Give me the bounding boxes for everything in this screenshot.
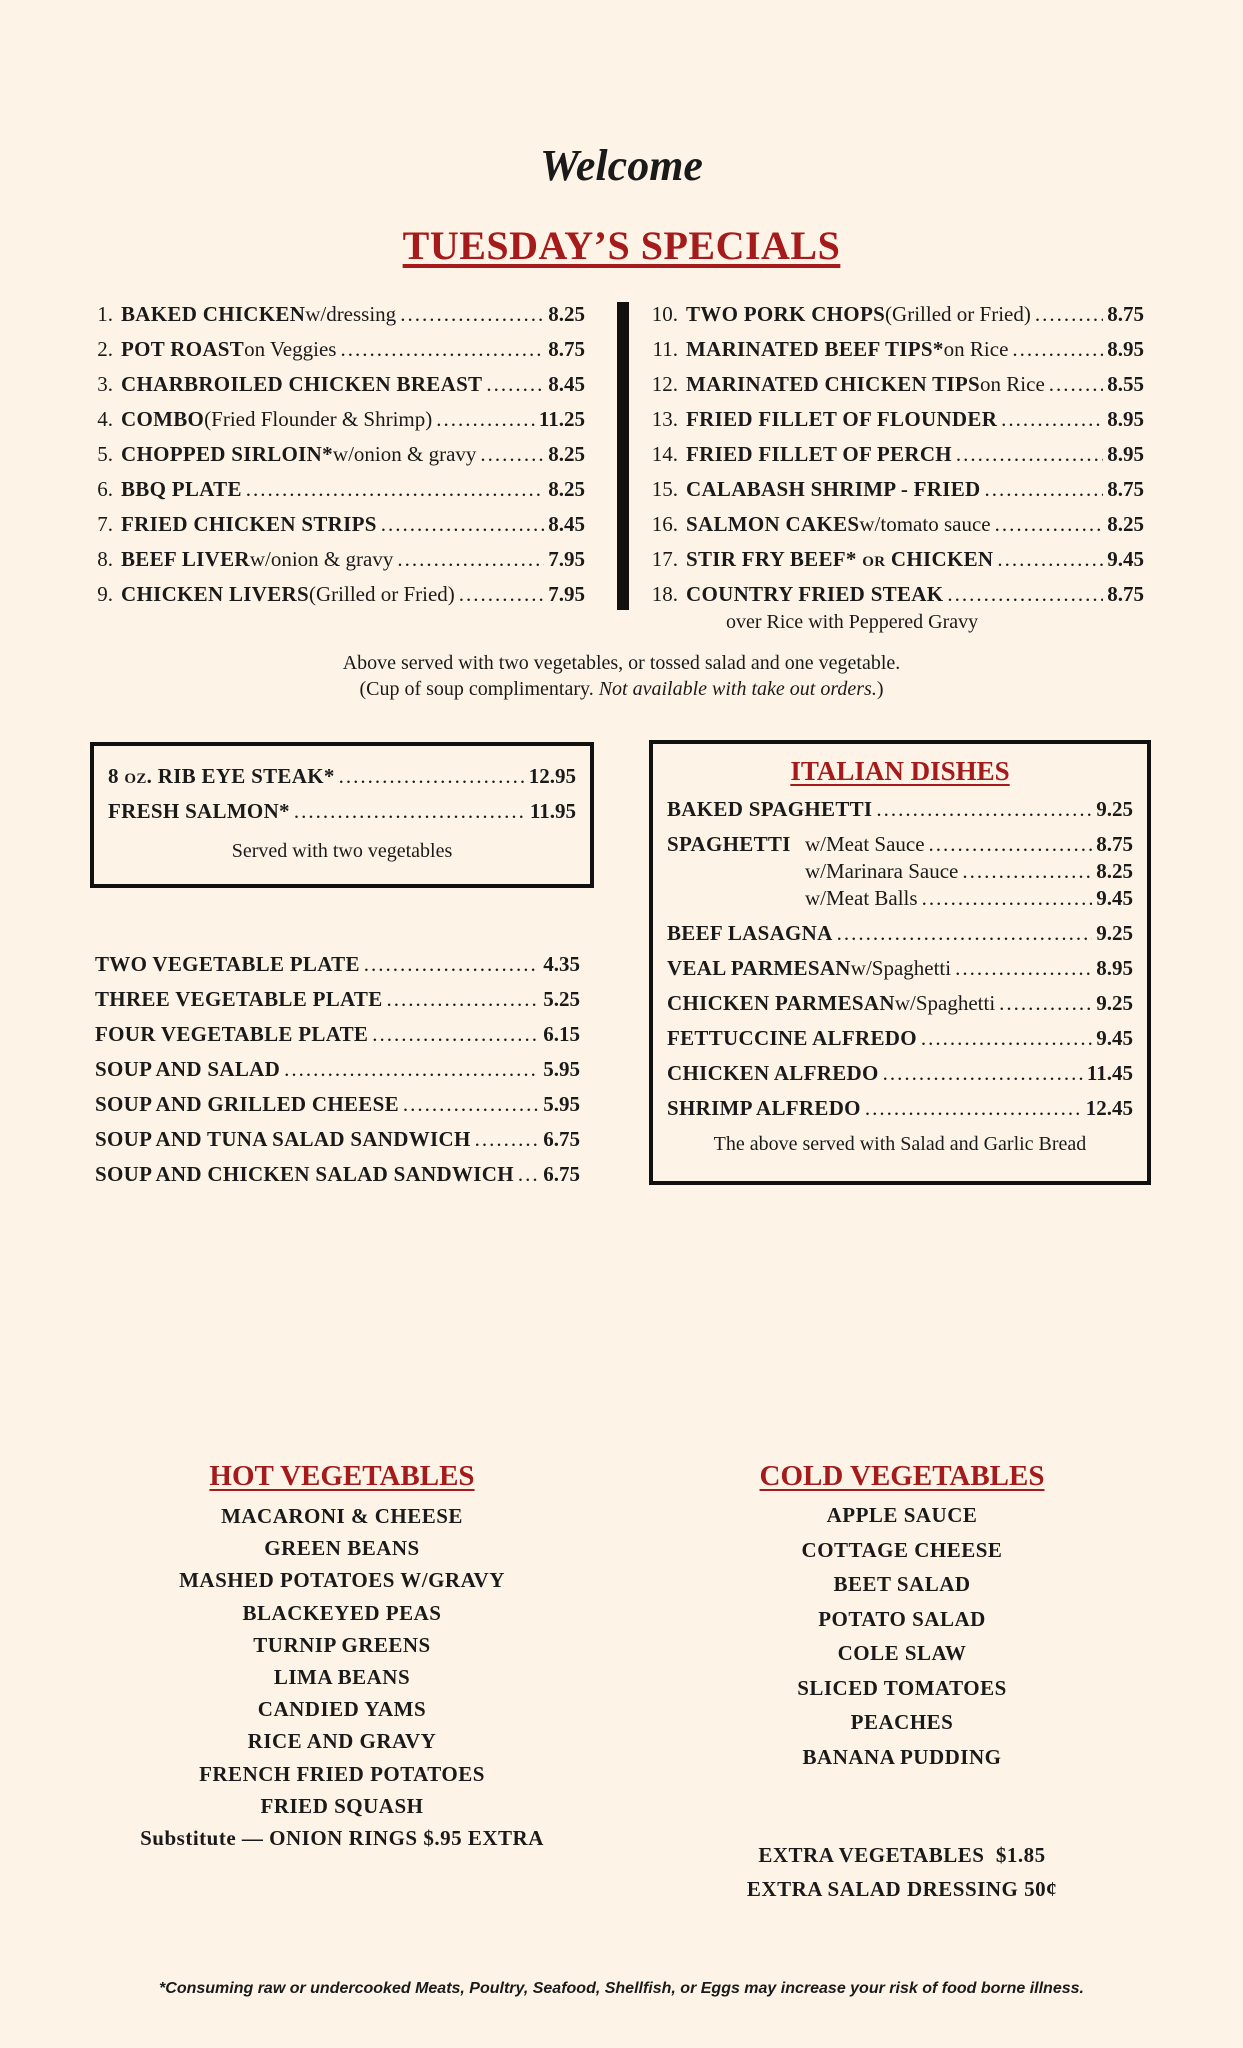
leader-dots	[1001, 407, 1103, 432]
steak-item	[108, 799, 576, 834]
health-disclaimer: *Consuming raw or undercooked Meats, Poultry, Seafood, Shellfish, or Eggs may increase your risk of food borne illness.	[159, 1980, 1084, 1997]
italian-item	[667, 1026, 1133, 1061]
list-item: GREEN BEANS	[264, 1536, 420, 1561]
item-price: 6.15	[543, 1022, 580, 1046]
leader-dots	[922, 886, 1093, 911]
item-name: STIR FRY BEEF* or CHICKEN	[686, 547, 994, 571]
item-number: 8.	[97, 547, 113, 571]
leader-dots	[999, 991, 1092, 1016]
leader-dots	[956, 442, 1103, 467]
special-item	[85, 582, 585, 617]
item-name: CHARBROILED CHICKEN BREAST	[121, 372, 483, 396]
list-item: SLICED TOMATOES	[797, 1675, 1007, 1700]
list-item: FRENCH FRIED POTATOES	[199, 1761, 485, 1786]
italian-item	[667, 886, 1133, 921]
item-name: TWO VEGETABLE PLATE	[95, 952, 360, 976]
item-number: 6.	[97, 477, 113, 501]
leader-dots	[962, 859, 1092, 884]
served-note-italic: Not available with take out orders.	[598, 678, 877, 700]
item-name: 8 oz. RIB EYE STEAK*	[108, 764, 335, 788]
leader-dots	[883, 1061, 1083, 1086]
list-item: CANDIED YAMS	[257, 1697, 427, 1722]
item-price: 12.95	[528, 764, 576, 788]
extra-vegetables: EXTRA VEGETABLES $1.85	[758, 1843, 1046, 1867]
special-item	[85, 477, 585, 512]
item-price: 8.25	[1096, 859, 1133, 883]
item-desc: w/onion & gravy	[249, 547, 394, 571]
steak-subline: over Rice with Peppered Gravy	[726, 611, 979, 633]
extra-salad-dressing: EXTRA SALAD DRESSING 50¢	[746, 1877, 1058, 1901]
list-item: BLACKEYED PEAS	[242, 1600, 442, 1625]
list-item: PEACHES	[850, 1710, 954, 1734]
item-number: 15.	[651, 477, 678, 501]
hot-vegetables-list	[92, 1500, 592, 1854]
item-price: 5.95	[543, 1092, 580, 1116]
item-name: CHICKEN ALFREDO	[667, 1061, 879, 1085]
item-name: SOUP AND GRILLED CHEESE	[95, 1092, 399, 1116]
item-price: 8.25	[548, 477, 585, 501]
italian-item	[667, 797, 1133, 832]
item-number: 14.	[651, 442, 678, 466]
item-price: 9.45	[1096, 1026, 1133, 1050]
item-number: 16.	[651, 512, 678, 536]
list-item: RICE AND GRAVY	[247, 1729, 437, 1754]
item-price: 11.25	[538, 407, 585, 431]
item-number: 1.	[97, 302, 113, 326]
list-item: COLE SLAW	[837, 1641, 967, 1665]
item-name: COUNTRY FRIED STEAK	[686, 582, 944, 606]
item-desc: (Grilled or Fried)	[885, 302, 1031, 326]
item-number: 2.	[97, 337, 113, 361]
item-desc: w/onion & gravy	[332, 442, 477, 466]
italian-item	[667, 859, 1133, 886]
item-desc: w/Marinara Sauce	[805, 859, 959, 883]
italian-item	[667, 921, 1133, 956]
item-desc: (Grilled or Fried)	[309, 582, 455, 606]
item-desc: on Rice	[980, 372, 1045, 396]
served-note	[0, 650, 1243, 702]
item-price: 12.45	[1085, 1096, 1133, 1120]
list-item: BEET SALAD	[833, 1572, 971, 1596]
item-desc: w/Spaghetti	[850, 956, 952, 980]
item-name: SHRIMP ALFREDO	[667, 1096, 861, 1120]
italian-item	[667, 956, 1133, 991]
cold-vegetables-list	[652, 1498, 1152, 1774]
item-price: 5.95	[543, 1057, 580, 1081]
item-name: BEEF LIVER	[121, 547, 250, 571]
item-desc: w/tomato sauce	[859, 512, 991, 536]
italian-note: The above served with Salad and Garlic Bread	[713, 1133, 1087, 1155]
leader-dots	[865, 1096, 1082, 1121]
leader-dots	[955, 956, 1092, 981]
list-item: TURNIP GREENS	[253, 1632, 431, 1657]
special-item	[85, 407, 585, 442]
item-number: 7.	[97, 512, 113, 536]
item-name: BEEF LASAGNA	[667, 921, 833, 945]
list-item: APPLE SAUCE	[826, 1503, 978, 1527]
special-item	[650, 372, 1144, 407]
leader-dots	[1012, 337, 1103, 362]
item-name: FRIED FILLET OF PERCH	[686, 442, 952, 466]
italian-item	[667, 1096, 1133, 1131]
special-item	[85, 512, 585, 547]
leader-dots	[459, 582, 544, 607]
italian-item	[667, 832, 1133, 859]
leader-dots	[381, 512, 545, 537]
list-item: POTATO SALAD	[818, 1606, 986, 1631]
leader-dots	[403, 1092, 539, 1117]
item-price: 8.95	[1107, 337, 1144, 361]
item-price: 6.75	[543, 1127, 580, 1151]
item-price: 9.45	[1107, 547, 1144, 571]
leader-dots	[372, 1022, 539, 1047]
item-number: 3.	[97, 372, 113, 396]
leader-dots	[876, 797, 1092, 822]
item-name: CHICKEN PARMESAN	[667, 991, 895, 1015]
item-price: 9.25	[1096, 991, 1133, 1015]
item-number: 4.	[97, 407, 113, 431]
cold-vegetables-title: COLD VEGETABLES	[759, 1460, 1045, 1492]
item-price: 11.95	[529, 799, 576, 823]
special-item	[650, 302, 1144, 337]
item-price: 5.25	[543, 987, 580, 1011]
item-price: 8.95	[1107, 407, 1144, 431]
item-name: SOUP AND TUNA SALAD SANDWICH	[95, 1127, 471, 1151]
leader-dots	[985, 477, 1104, 502]
substitute-line	[92, 1822, 592, 1854]
special-item	[650, 407, 1144, 442]
special-item	[650, 547, 1144, 582]
served-note-line2	[0, 676, 1243, 702]
item-name: THREE VEGETABLE PLATE	[95, 987, 383, 1011]
plate-item	[95, 1092, 580, 1127]
leader-dots	[400, 302, 544, 327]
special-item	[85, 547, 585, 582]
item-name: POT ROAST	[121, 337, 245, 361]
served-note-text: (Cup of soup complimentary.	[359, 678, 599, 700]
leader-dots	[947, 582, 1103, 607]
plates-list	[95, 952, 580, 1197]
list-item: MACARONI & CHEESE	[221, 1504, 463, 1528]
item-name: FRIED FILLET OF FLOUNDER	[686, 407, 998, 431]
leader-dots	[921, 1026, 1092, 1051]
special-item	[650, 512, 1144, 547]
item-name: SALMON CAKES	[686, 512, 860, 536]
item-desc: on Veggies	[244, 337, 337, 361]
item-number: 5.	[97, 442, 113, 466]
plate-item	[95, 987, 580, 1022]
plate-item	[95, 1127, 580, 1162]
extras-list	[652, 1838, 1152, 1906]
item-name: VEAL PARMESAN	[667, 956, 851, 980]
leader-dots	[340, 337, 544, 362]
item-price: 7.95	[548, 582, 585, 606]
leader-dots	[929, 832, 1093, 857]
item-price: 8.25	[548, 302, 585, 326]
leader-dots	[387, 987, 540, 1012]
plate-item	[95, 1057, 580, 1092]
item-price: 8.45	[548, 372, 585, 396]
item-name: SOUP AND SALAD	[95, 1057, 281, 1081]
leader-dots	[246, 477, 544, 502]
item-name: FRESH SALMON*	[108, 799, 290, 823]
item-name: FETTUCCINE ALFREDO	[667, 1026, 917, 1050]
leader-dots	[284, 1057, 539, 1082]
item-name: MARINATED BEEF TIPS*	[686, 337, 944, 361]
item-desc: on Rice	[943, 337, 1009, 361]
welcome-heading: Welcome	[540, 141, 703, 190]
substitute-label: Substitute	[140, 1825, 237, 1850]
item-price: 6.75	[543, 1162, 580, 1186]
special-item	[85, 372, 585, 407]
item-price: 9.25	[1096, 797, 1133, 821]
item-price: 8.25	[1107, 512, 1144, 536]
plate-item	[95, 1162, 580, 1197]
special-item	[650, 337, 1144, 372]
item-price: 9.45	[1096, 886, 1133, 910]
item-name: MARINATED CHICKEN TIPS	[686, 372, 981, 396]
steak-item	[108, 764, 576, 799]
plate-item	[95, 952, 580, 987]
page-title: TUESDAY’S SPECIALS	[402, 223, 841, 268]
hot-vegetables-title: HOT VEGETABLES	[209, 1460, 475, 1492]
list-item: COTTAGE CHEESE	[801, 1537, 1003, 1562]
leader-dots	[397, 547, 544, 572]
leader-dots	[995, 512, 1104, 537]
leader-dots	[339, 764, 525, 789]
item-price: 8.25	[548, 442, 585, 466]
leader-dots	[486, 372, 544, 397]
served-note-close: )	[876, 678, 884, 700]
item-price: 8.75	[1107, 582, 1144, 606]
italian-title: ITALIAN DISHES	[790, 756, 1010, 786]
item-number: 18.	[651, 582, 678, 606]
item-name: BAKED SPAGHETTI	[667, 797, 873, 821]
item-price: 8.75	[1107, 477, 1144, 501]
item-price: 8.75	[548, 337, 585, 361]
item-name: COMBO	[121, 407, 205, 431]
served-note-line1: Above served with two vegetables, or tossed salad and one vegetable.	[342, 652, 901, 674]
italian-list	[667, 797, 1133, 1131]
item-number: 12.	[651, 372, 678, 396]
item-desc: w/Spaghetti	[894, 991, 996, 1015]
item-number: 10.	[651, 302, 678, 326]
list-item: LIMA BEANS	[273, 1664, 411, 1689]
item-number: 17.	[651, 547, 678, 571]
item-desc: w/Meat Balls	[805, 886, 918, 910]
special-item	[650, 477, 1144, 512]
column-divider	[617, 302, 629, 610]
special-item	[85, 442, 585, 477]
leader-dots	[294, 799, 526, 824]
item-name: FRIED CHICKEN STRIPS	[121, 512, 377, 536]
plate-item	[95, 1022, 580, 1057]
item-price: 8.45	[548, 512, 585, 536]
item-price: 9.25	[1096, 921, 1133, 945]
list-item: BANANA PUDDING	[802, 1744, 1002, 1769]
item-number: 11.	[652, 337, 678, 361]
leader-dots	[475, 1127, 540, 1152]
italian-box	[649, 740, 1151, 1185]
leader-dots	[518, 1162, 539, 1187]
specials-left-list	[85, 302, 585, 617]
item-number: 9.	[97, 582, 113, 606]
leader-dots	[364, 952, 539, 977]
specials-right-list	[650, 302, 1144, 617]
steak-box	[90, 742, 594, 888]
leader-dots	[480, 442, 544, 467]
item-price: 8.55	[1107, 372, 1144, 396]
item-price: 11.45	[1086, 1061, 1133, 1085]
leader-dots	[1035, 302, 1103, 327]
leader-dots	[436, 407, 535, 432]
list-item: FRIED SQUASH	[260, 1793, 424, 1818]
item-name: SOUP AND CHICKEN SALAD SANDWICH	[95, 1162, 514, 1186]
item-price: 4.35	[543, 952, 580, 976]
leader-dots	[837, 921, 1093, 946]
item-name: CALABASH SHRIMP - FRIED	[686, 477, 981, 501]
item-desc: w/dressing	[305, 302, 397, 326]
steak-list	[108, 764, 576, 834]
item-name: BBQ PLATE	[121, 477, 242, 501]
item-price: 8.75	[1096, 832, 1133, 856]
list-item: MASHED POTATOES W/GRAVY	[179, 1568, 505, 1593]
item-price: 8.75	[1107, 302, 1144, 326]
italian-item	[667, 1061, 1133, 1096]
leader-dots	[1049, 372, 1103, 397]
italian-item	[667, 991, 1133, 1026]
item-price: 8.95	[1107, 442, 1144, 466]
steak-box-note: Served with two vegetables	[231, 840, 453, 862]
special-item	[85, 302, 585, 337]
item-number: 13.	[651, 407, 678, 431]
item-price: 7.95	[548, 547, 585, 571]
item-name: FOUR VEGETABLE PLATE	[95, 1022, 369, 1046]
item-name: CHICKEN LIVERS	[121, 582, 309, 606]
item-desc: (Fried Flounder & Shrimp)	[204, 407, 433, 431]
special-item	[650, 442, 1144, 477]
item-name: TWO PORK CHOPS	[686, 302, 886, 326]
leader-dots	[997, 547, 1103, 572]
item-name: SPAGHETTI	[667, 832, 791, 856]
substitute-text: — ONION RINGS $.95 EXTRA	[236, 1825, 544, 1850]
item-desc: w/Meat Sauce	[805, 832, 925, 856]
item-name: BAKED CHICKEN	[121, 302, 306, 326]
item-name: CHOPPED SIRLOIN*	[121, 442, 333, 466]
item-price: 8.95	[1096, 956, 1133, 980]
special-item	[85, 337, 585, 372]
